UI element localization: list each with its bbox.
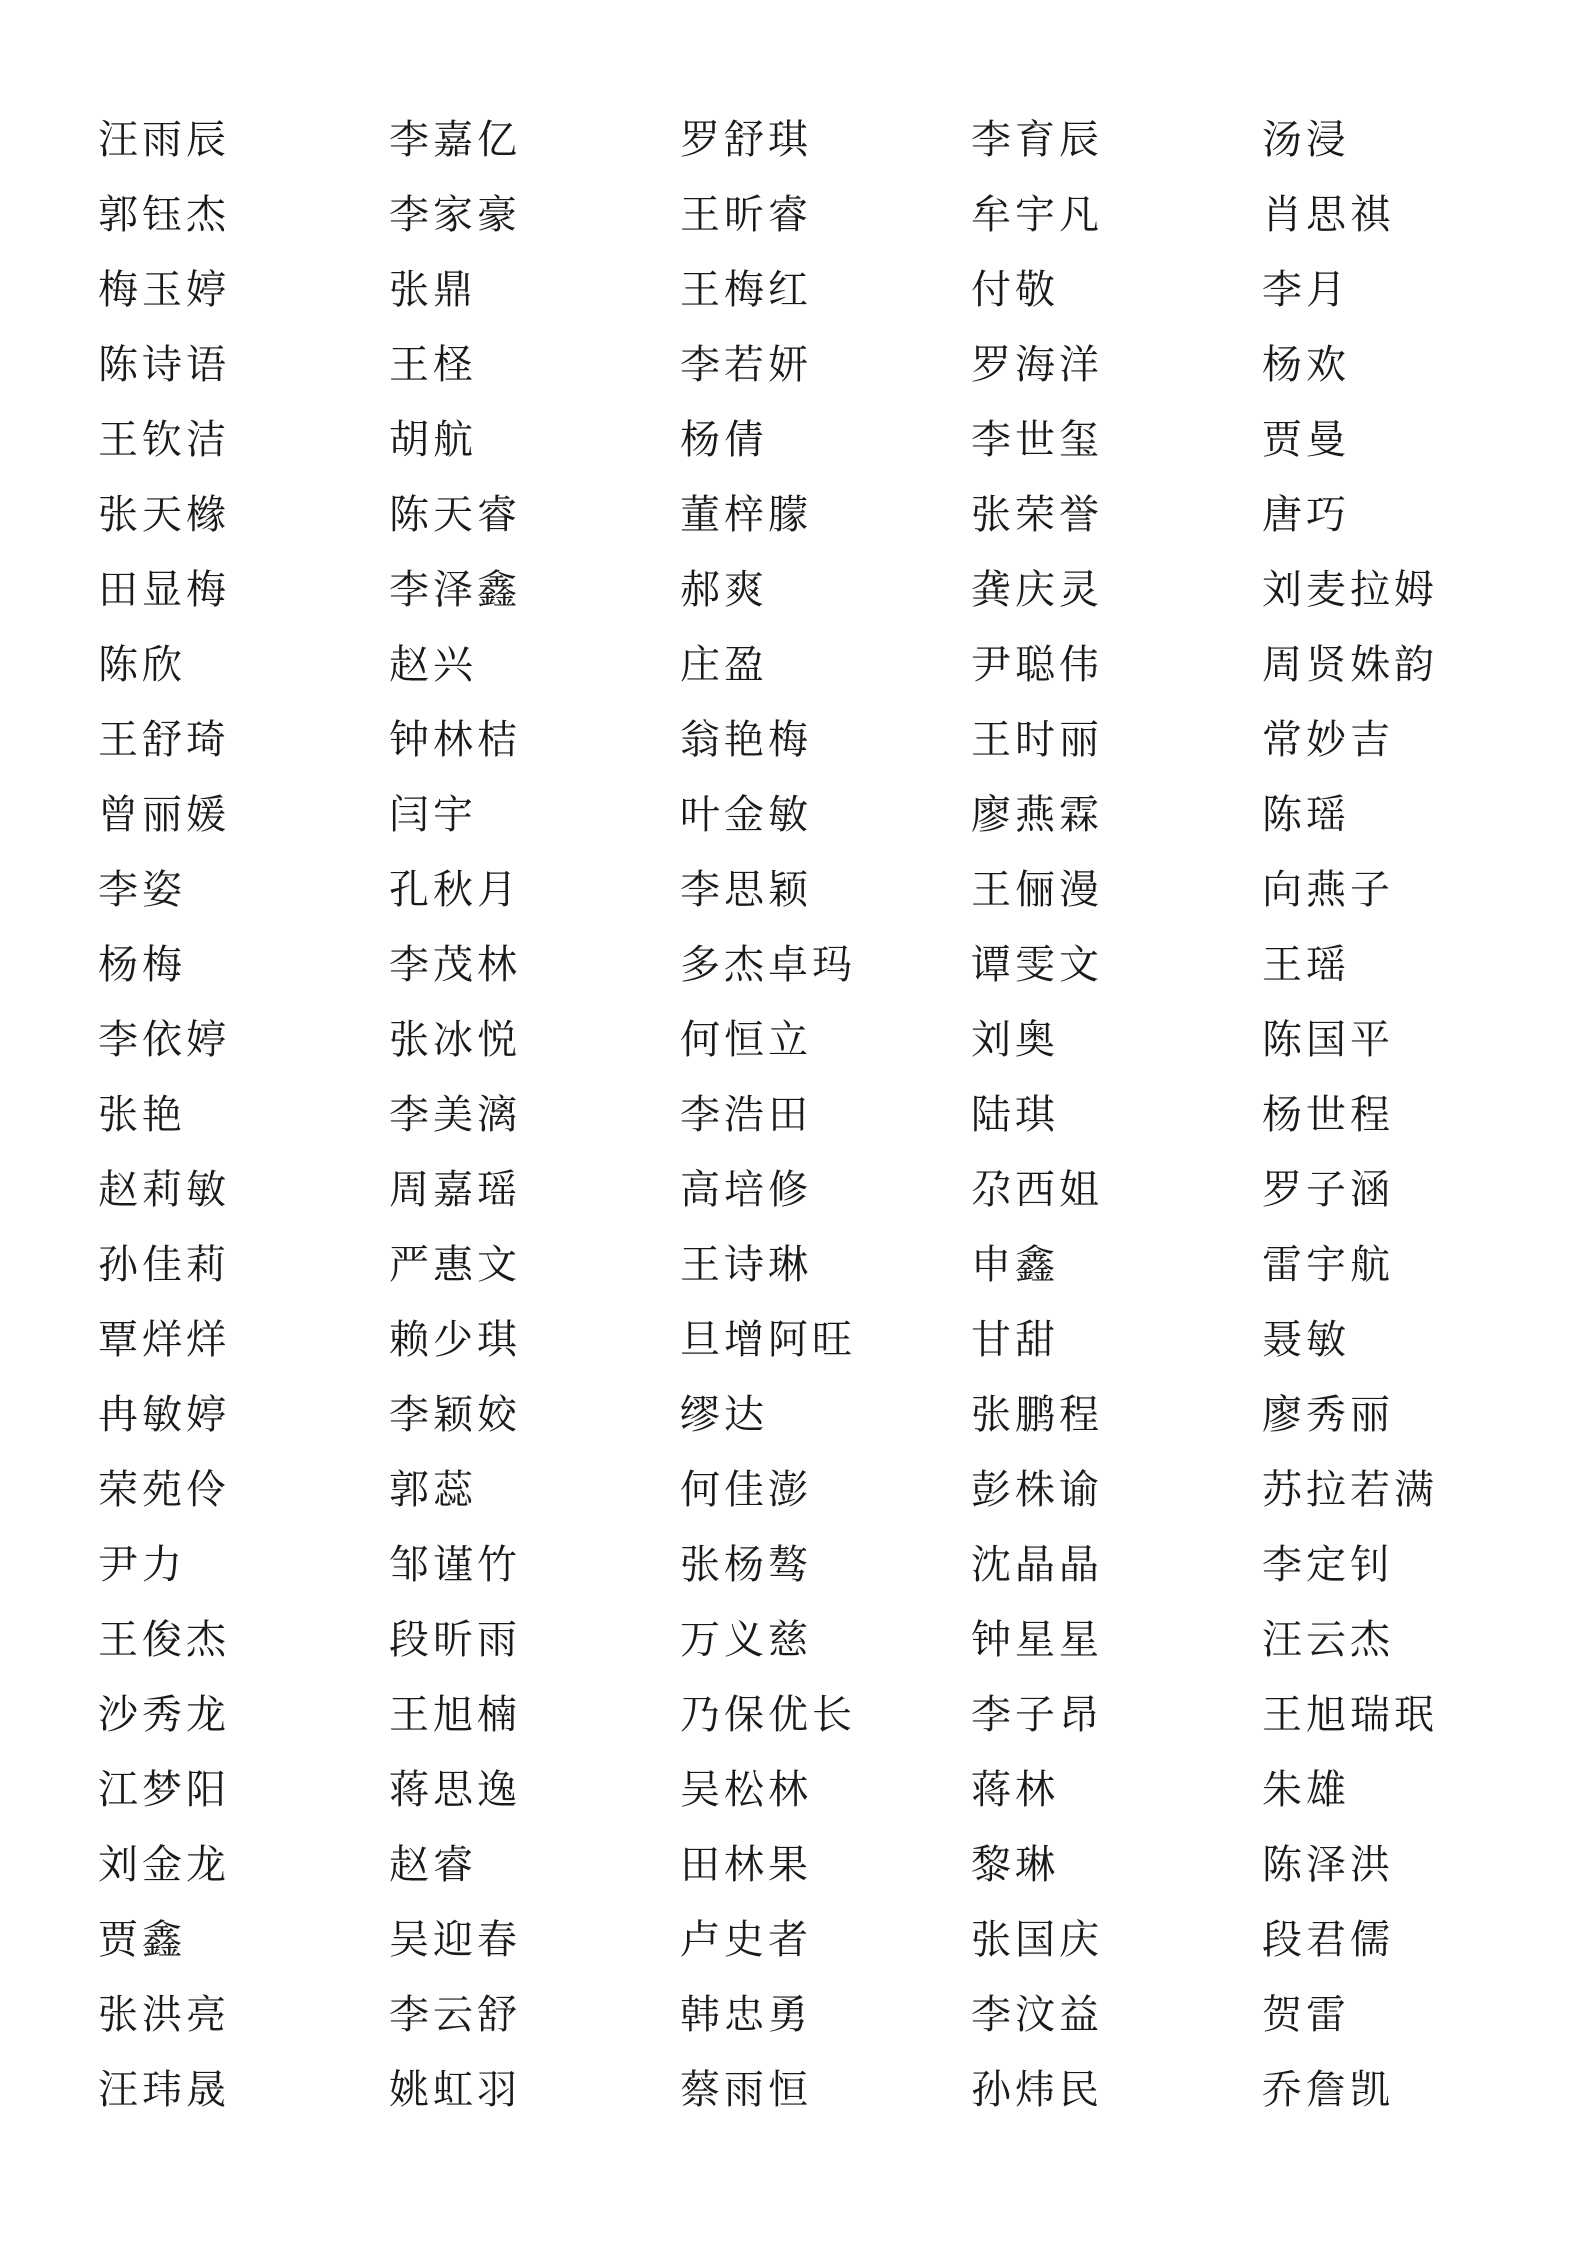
name-entry: 蒋思逸 <box>389 1767 521 1813</box>
name-entry: 高培修 <box>680 1167 812 1213</box>
name-entry: 甘甜 <box>971 1317 1059 1363</box>
name-entry: 唐巧 <box>1262 492 1350 538</box>
name-entry: 李世玺 <box>971 417 1103 463</box>
name-entry: 梅玉婷 <box>98 267 230 313</box>
name-entry: 张荣誉 <box>971 492 1103 538</box>
name-entry: 旦增阿旺 <box>680 1317 856 1363</box>
name-entry: 黎琳 <box>971 1842 1059 1888</box>
name-entry: 赵莉敏 <box>98 1167 230 1213</box>
name-entry: 杨梅 <box>98 942 186 988</box>
name-entry: 谭雯文 <box>971 942 1103 988</box>
name-entry: 田林果 <box>680 1842 812 1888</box>
name-entry: 孔秋月 <box>389 867 521 913</box>
name-entry: 陈瑶 <box>1262 792 1350 838</box>
name-entry: 郝爽 <box>680 567 768 613</box>
name-entry: 何恒立 <box>680 1017 812 1063</box>
name-entry: 王瑶 <box>1262 942 1350 988</box>
name-entry: 龚庆灵 <box>971 567 1103 613</box>
name-entry: 闫宇 <box>389 792 477 838</box>
name-entry: 贾曼 <box>1262 417 1350 463</box>
name-entry: 周嘉瑶 <box>389 1167 521 1213</box>
name-list-grid <box>98 110 1478 2135</box>
name-entry: 吴迎春 <box>389 1917 521 1963</box>
name-entry: 荣苑伶 <box>98 1467 230 1513</box>
name-entry: 李姿 <box>98 867 186 913</box>
name-entry: 何佳澎 <box>680 1467 812 1513</box>
name-entry: 罗子涵 <box>1262 1167 1394 1213</box>
name-entry: 杨倩 <box>680 417 768 463</box>
name-entry: 乃保优长 <box>680 1692 856 1738</box>
name-entry: 刘金龙 <box>98 1842 230 1888</box>
name-entry: 缪达 <box>680 1392 768 1438</box>
name-entry: 张天橼 <box>98 492 230 538</box>
name-entry: 张洪亮 <box>98 1992 230 2038</box>
name-entry: 曾丽媛 <box>98 792 230 838</box>
name-entry: 李家豪 <box>389 192 521 238</box>
name-entry: 向燕子 <box>1262 867 1394 913</box>
name-entry: 牟宇凡 <box>971 192 1103 238</box>
name-entry: 陈天睿 <box>389 492 521 538</box>
name-entry: 廖燕霖 <box>971 792 1103 838</box>
name-entry: 李月 <box>1262 267 1350 313</box>
name-entry: 杨世程 <box>1262 1092 1394 1138</box>
name-entry: 蒋林 <box>971 1767 1059 1813</box>
name-entry: 沙秀龙 <box>98 1692 230 1738</box>
name-entry: 尕西姐 <box>971 1167 1103 1213</box>
name-entry: 沈晶晶 <box>971 1542 1103 1588</box>
name-entry: 朱雄 <box>1262 1767 1350 1813</box>
name-entry: 李依婷 <box>98 1017 230 1063</box>
name-entry: 王柽 <box>389 342 477 388</box>
name-entry: 乔詹凯 <box>1262 2067 1394 2113</box>
name-entry: 张冰悦 <box>389 1017 521 1063</box>
name-entry: 刘奥 <box>971 1017 1059 1063</box>
name-entry: 孙炜民 <box>971 2067 1103 2113</box>
name-entry: 尹聪伟 <box>971 642 1103 688</box>
name-entry: 段君儒 <box>1262 1917 1394 1963</box>
name-entry: 万义慈 <box>680 1617 812 1663</box>
name-entry: 赵兴 <box>389 642 477 688</box>
name-entry: 周贤姝韵 <box>1262 642 1438 688</box>
name-entry: 李嘉亿 <box>389 117 521 163</box>
name-entry: 李若妍 <box>680 342 812 388</box>
name-entry: 陆琪 <box>971 1092 1059 1138</box>
name-entry: 彭株谕 <box>971 1467 1103 1513</box>
name-entry: 张国庆 <box>971 1917 1103 1963</box>
name-entry: 李育辰 <box>971 117 1103 163</box>
name-entry: 段昕雨 <box>389 1617 521 1663</box>
name-entry: 董梓朦 <box>680 492 812 538</box>
name-entry: 汤浸 <box>1262 117 1350 163</box>
name-entry: 王钦洁 <box>98 417 230 463</box>
name-entry: 翁艳梅 <box>680 717 812 763</box>
name-entry: 李思颖 <box>680 867 812 913</box>
name-entry: 江梦阳 <box>98 1767 230 1813</box>
name-entry: 陈国平 <box>1262 1017 1394 1063</box>
name-entry: 王俊杰 <box>98 1617 230 1663</box>
name-entry: 汪云杰 <box>1262 1617 1394 1663</box>
name-entry: 张鹏程 <box>971 1392 1103 1438</box>
name-entry: 陈泽洪 <box>1262 1842 1394 1888</box>
name-entry: 王旭楠 <box>389 1692 521 1738</box>
name-entry: 钟林桔 <box>389 717 521 763</box>
name-entry: 刘麦拉姆 <box>1262 567 1438 613</box>
name-entry: 李美漓 <box>389 1092 521 1138</box>
name-entry: 常妙吉 <box>1262 717 1394 763</box>
name-entry: 冉敏婷 <box>98 1392 230 1438</box>
name-entry: 李茂林 <box>389 942 521 988</box>
name-entry: 汪玮晟 <box>98 2067 230 2113</box>
name-entry: 苏拉若满 <box>1262 1467 1438 1513</box>
name-entry: 张鼎 <box>389 267 477 313</box>
name-entry: 王梅红 <box>680 267 812 313</box>
name-entry: 李云舒 <box>389 1992 521 2038</box>
name-entry: 王昕睿 <box>680 192 812 238</box>
name-entry: 贾鑫 <box>98 1917 186 1963</box>
name-entry: 贺雷 <box>1262 1992 1350 2038</box>
name-entry: 陈诗语 <box>98 342 230 388</box>
name-entry: 多杰卓玛 <box>680 942 856 988</box>
name-entry: 李泽鑫 <box>389 567 521 613</box>
name-entry: 王诗琳 <box>680 1242 812 1288</box>
name-entry: 李颖姣 <box>389 1392 521 1438</box>
name-entry: 尹力 <box>98 1542 186 1588</box>
name-entry: 张艳 <box>98 1092 186 1138</box>
name-entry: 罗舒琪 <box>680 117 812 163</box>
name-entry: 张杨骜 <box>680 1542 812 1588</box>
name-entry: 王旭瑞珉 <box>1262 1692 1438 1738</box>
name-entry: 付敬 <box>971 267 1059 313</box>
name-entry: 陈欣 <box>98 642 186 688</box>
name-entry: 郭钰杰 <box>98 192 230 238</box>
name-entry: 庄盈 <box>680 642 768 688</box>
name-entry: 聂敏 <box>1262 1317 1350 1363</box>
name-entry: 王俪漫 <box>971 867 1103 913</box>
name-entry: 肖思祺 <box>1262 192 1394 238</box>
name-entry: 李子昂 <box>971 1692 1103 1738</box>
name-entry: 李定钊 <box>1262 1542 1394 1588</box>
name-entry: 韩忠勇 <box>680 1992 812 2038</box>
name-entry: 严惠文 <box>389 1242 521 1288</box>
name-entry: 钟星星 <box>971 1617 1103 1663</box>
name-entry: 申鑫 <box>971 1242 1059 1288</box>
name-entry: 田显梅 <box>98 567 230 613</box>
name-entry: 姚虹羽 <box>389 2067 521 2113</box>
name-entry: 胡航 <box>389 417 477 463</box>
name-entry: 汪雨辰 <box>98 117 230 163</box>
name-entry: 赖少琪 <box>389 1317 521 1363</box>
name-entry: 杨欢 <box>1262 342 1350 388</box>
name-entry: 罗海洋 <box>971 342 1103 388</box>
name-entry: 卢史者 <box>680 1917 812 1963</box>
name-entry: 覃烊烊 <box>98 1317 230 1363</box>
name-entry: 孙佳莉 <box>98 1242 230 1288</box>
name-entry: 廖秀丽 <box>1262 1392 1394 1438</box>
name-entry: 李汶益 <box>971 1992 1103 2038</box>
name-entry: 赵睿 <box>389 1842 477 1888</box>
name-entry: 王舒琦 <box>98 717 230 763</box>
name-entry: 李浩田 <box>680 1092 812 1138</box>
name-entry: 郭蕊 <box>389 1467 477 1513</box>
name-entry: 雷宇航 <box>1262 1242 1394 1288</box>
name-entry: 叶金敏 <box>680 792 812 838</box>
name-entry: 蔡雨恒 <box>680 2067 812 2113</box>
name-entry: 王时丽 <box>971 717 1103 763</box>
name-entry: 邹谨竹 <box>389 1542 521 1588</box>
name-entry: 吴松林 <box>680 1767 812 1813</box>
